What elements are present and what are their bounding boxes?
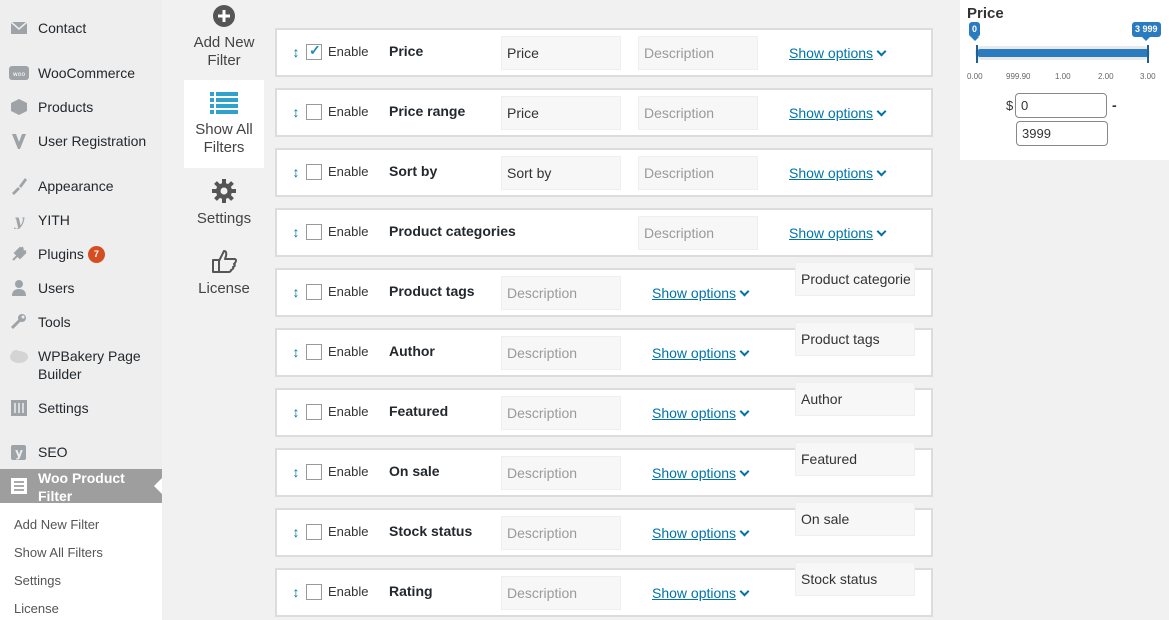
description-input[interactable]: Description: [501, 276, 621, 310]
plugins-icon: [9, 244, 29, 264]
sidebar-item-label: Products: [38, 99, 94, 115]
drag-handle-icon[interactable]: ↕: [292, 44, 300, 60]
sidebar-item-users[interactable]: [0, 278, 162, 298]
nav-license[interactable]: [184, 248, 264, 302]
price-tick-label: 2.00: [1098, 72, 1114, 81]
drag-handle-icon[interactable]: ↕: [292, 104, 300, 120]
enable-checkbox[interactable]: [306, 224, 322, 240]
show-options-link[interactable]: Show options: [652, 405, 748, 421]
sidebar-item-label: Contact: [38, 20, 87, 36]
chevron-down-icon: [740, 527, 750, 537]
price-tick-label: 1.00: [1055, 72, 1071, 81]
chevron-down-icon: [877, 107, 887, 117]
chevron-down-icon: [877, 227, 887, 237]
filter-title: Featured: [389, 403, 449, 419]
woocommerce-icon: [9, 63, 29, 83]
price-max-input[interactable]: 3999: [1016, 121, 1108, 146]
price-tick-label: 3.00: [1140, 72, 1156, 81]
settings-sliders-icon: [9, 398, 29, 418]
chevron-down-icon: [877, 47, 887, 57]
price-range-separator: -: [1112, 97, 1117, 113]
yith-icon: [9, 210, 29, 230]
description-input[interactable]: Description: [501, 516, 621, 550]
filter-row-product-categories: [275, 208, 933, 257]
drag-handle-icon[interactable]: ↕: [292, 164, 300, 180]
woo-product-filter-submenu: [0, 503, 162, 620]
seo-icon: [9, 442, 29, 462]
filter-title: Price range: [389, 103, 466, 119]
chevron-down-icon: [877, 167, 887, 177]
enable-label: Enable: [328, 284, 369, 299]
drag-handle-icon[interactable]: ↕: [292, 464, 300, 480]
enable-label: Enable: [328, 404, 369, 419]
gear-icon: [211, 178, 237, 204]
nav-show-all-filters[interactable]: [184, 80, 264, 168]
nav-show-all-filters-label: Show All Filters: [195, 121, 253, 156]
enable-label: Enable: [328, 584, 369, 599]
filter-title: Price: [389, 43, 424, 59]
filter-title: On sale: [389, 463, 440, 479]
svg-text:woo: woo: [12, 71, 26, 78]
price-widget-title: Price: [967, 5, 1004, 22]
chevron-down-icon: [740, 407, 750, 417]
enable-checkbox[interactable]: [306, 584, 322, 600]
filter-row-price: [275, 28, 933, 77]
show-options-link[interactable]: Show options: [652, 585, 748, 601]
submenu-show-all-filters[interactable]: Show All Filters: [14, 545, 103, 560]
enable-label: Enable: [328, 344, 369, 359]
sidebar-item-label: WPBakery Page Builder: [38, 348, 141, 382]
sidebar-item-label: Users: [38, 280, 75, 296]
filter-title: Rating: [389, 583, 433, 599]
price-slider-max-handle[interactable]: [1147, 45, 1149, 63]
enable-checkbox[interactable]: [306, 464, 322, 480]
drag-handle-icon[interactable]: ↕: [292, 404, 300, 420]
show-options-link[interactable]: Show options: [789, 225, 885, 241]
filter-label-input[interactable]: On sale: [795, 502, 915, 536]
tools-icon: [9, 312, 29, 332]
filter-label-input[interactable]: Product categorie: [795, 262, 915, 296]
users-icon: [9, 278, 29, 298]
description-input[interactable]: Description: [638, 216, 758, 250]
enable-label: Enable: [328, 104, 369, 119]
price-slider-min-handle[interactable]: [976, 45, 978, 63]
enable-label: Enable: [328, 464, 369, 479]
mail-icon: [9, 18, 29, 38]
sidebar-item-label: Plugins 7: [38, 244, 105, 263]
show-options-link[interactable]: Show options: [652, 525, 748, 541]
admin-sidebar: [0, 0, 162, 620]
currency-symbol: $: [1006, 98, 1014, 113]
price-max-tooltip: 3 999: [1132, 22, 1161, 37]
price-min-input[interactable]: 0: [1015, 93, 1107, 118]
show-options-link[interactable]: Show options: [789, 45, 885, 61]
filter-list-icon: [9, 476, 29, 496]
chevron-down-icon: [740, 587, 750, 597]
user-registration-icon: [9, 131, 29, 151]
price-tick-label: 0.00: [967, 72, 983, 81]
sidebar-item-wpbakery[interactable]: [0, 346, 162, 383]
description-input[interactable]: Description: [501, 336, 621, 370]
sidebar-item-seo[interactable]: [0, 442, 162, 462]
menu-icon: [9, 0, 29, 6]
chevron-down-icon: [740, 467, 750, 477]
nav-add-new-filter-label: Add New Filter: [193, 34, 255, 69]
filter-label-input[interactable]: Author: [795, 382, 915, 416]
sidebar-item-appearance[interactable]: [0, 176, 162, 196]
sidebar-item-products[interactable]: [0, 97, 162, 117]
products-icon: [9, 97, 29, 117]
submenu-add-new-filter[interactable]: Add New Filter: [14, 517, 100, 532]
show-options-link[interactable]: Show options: [652, 285, 748, 301]
enable-label: Enable: [328, 524, 369, 539]
svg-text:y: y: [15, 446, 23, 460]
sidebar-item-settings[interactable]: [0, 398, 162, 418]
description-input[interactable]: Description: [638, 96, 758, 130]
plugins-update-badge: 7: [88, 246, 105, 263]
nav-license-label: License: [198, 280, 250, 297]
enable-label: Enable: [328, 224, 369, 239]
drag-handle-icon[interactable]: ↕: [292, 524, 300, 540]
enable-label: Enable: [328, 164, 369, 179]
list-icon: [210, 91, 238, 115]
description-input[interactable]: Description: [501, 576, 621, 610]
enable-checkbox[interactable]: [306, 284, 322, 300]
filter-title: Author: [389, 343, 435, 359]
enable-checkbox[interactable]: [306, 104, 322, 120]
sidebar-item-woocommerce[interactable]: [0, 63, 162, 83]
filter-row-price-range: [275, 88, 933, 137]
sidebar-item-yith[interactable]: [0, 210, 162, 230]
sidebar-item-label: WooCommerce: [38, 65, 135, 81]
filter-label-input[interactable]: Stock status: [795, 562, 915, 596]
sidebar-item-woo-product-filter[interactable]: [0, 469, 162, 503]
filter-title: Sort by: [389, 163, 438, 179]
nav-settings[interactable]: [184, 178, 264, 232]
drag-handle-icon[interactable]: ↕: [292, 344, 300, 360]
filter-title: Product categories: [389, 223, 516, 239]
sidebar-item-label: User Registration: [38, 133, 147, 149]
active-menu-arrow: [154, 478, 162, 494]
drag-handle-icon[interactable]: ↕: [292, 584, 300, 600]
svg-text:y: y: [14, 211, 24, 229]
sidebar-item-partial[interactable]: [0, 0, 162, 6]
appearance-icon: [9, 176, 29, 196]
submenu-settings[interactable]: Settings: [14, 573, 61, 588]
enable-checkbox[interactable]: [306, 344, 322, 360]
filter-label-input[interactable]: Sort by: [501, 156, 621, 190]
chevron-down-icon: [740, 347, 750, 357]
show-options-link[interactable]: Show options: [652, 465, 748, 481]
filter-title: Stock status: [389, 523, 473, 539]
plus-circle-icon: [212, 4, 236, 28]
enable-checkbox[interactable]: [306, 164, 322, 180]
show-options-link[interactable]: Show options: [789, 165, 885, 181]
sidebar-item-tools[interactable]: [0, 312, 162, 332]
chevron-down-icon: [740, 287, 750, 297]
sidebar-item-label: YITH: [38, 212, 70, 228]
drag-handle-icon[interactable]: ↕: [292, 284, 300, 300]
price-slider-range: [978, 49, 1148, 57]
plugin-navigation: [184, 0, 264, 620]
hand-pointer-icon: [210, 248, 238, 274]
sidebar-item-label: SEO: [38, 444, 68, 460]
description-input[interactable]: Description: [638, 36, 758, 70]
show-options-link[interactable]: Show options: [789, 105, 885, 121]
drag-handle-icon[interactable]: ↕: [292, 224, 300, 240]
sidebar-item-plugins[interactable]: [0, 244, 162, 264]
description-input[interactable]: Description: [501, 456, 621, 490]
sidebar-item-user-registration[interactable]: [0, 131, 162, 151]
enable-checkbox[interactable]: [306, 44, 322, 60]
show-options-link[interactable]: Show options: [652, 345, 748, 361]
filter-label-input[interactable]: Price: [501, 36, 621, 70]
enable-checkbox[interactable]: [306, 404, 322, 420]
price-tick-label: 999.90: [1006, 72, 1031, 81]
sidebar-item-label: Settings: [38, 400, 89, 416]
sidebar-item-contact[interactable]: [0, 18, 162, 38]
sidebar-item-label: Appearance: [38, 178, 114, 194]
filter-label-input[interactable]: Price: [501, 96, 621, 130]
checkmark-icon: ✓: [309, 42, 321, 58]
wpbakery-icon: [9, 346, 29, 366]
description-input[interactable]: Description: [501, 396, 621, 430]
price-min-tooltip: 0: [969, 22, 980, 37]
description-input[interactable]: Description: [638, 156, 758, 190]
nav-add-new-filter[interactable]: [184, 4, 264, 80]
filter-label-input[interactable]: Product tags: [795, 322, 915, 356]
enable-label: Enable: [328, 44, 369, 59]
sidebar-item-label: Woo Product Filter: [38, 469, 125, 504]
filter-row-sort-by: [275, 148, 933, 197]
filter-title: Product tags: [389, 283, 475, 299]
sidebar-item-label: Tools: [38, 314, 71, 330]
enable-checkbox[interactable]: [306, 524, 322, 540]
price-filter-preview: [960, 0, 1169, 160]
submenu-license[interactable]: License: [14, 601, 59, 616]
nav-settings-label: Settings: [196, 210, 252, 227]
filter-label-input[interactable]: Featured: [795, 442, 915, 476]
